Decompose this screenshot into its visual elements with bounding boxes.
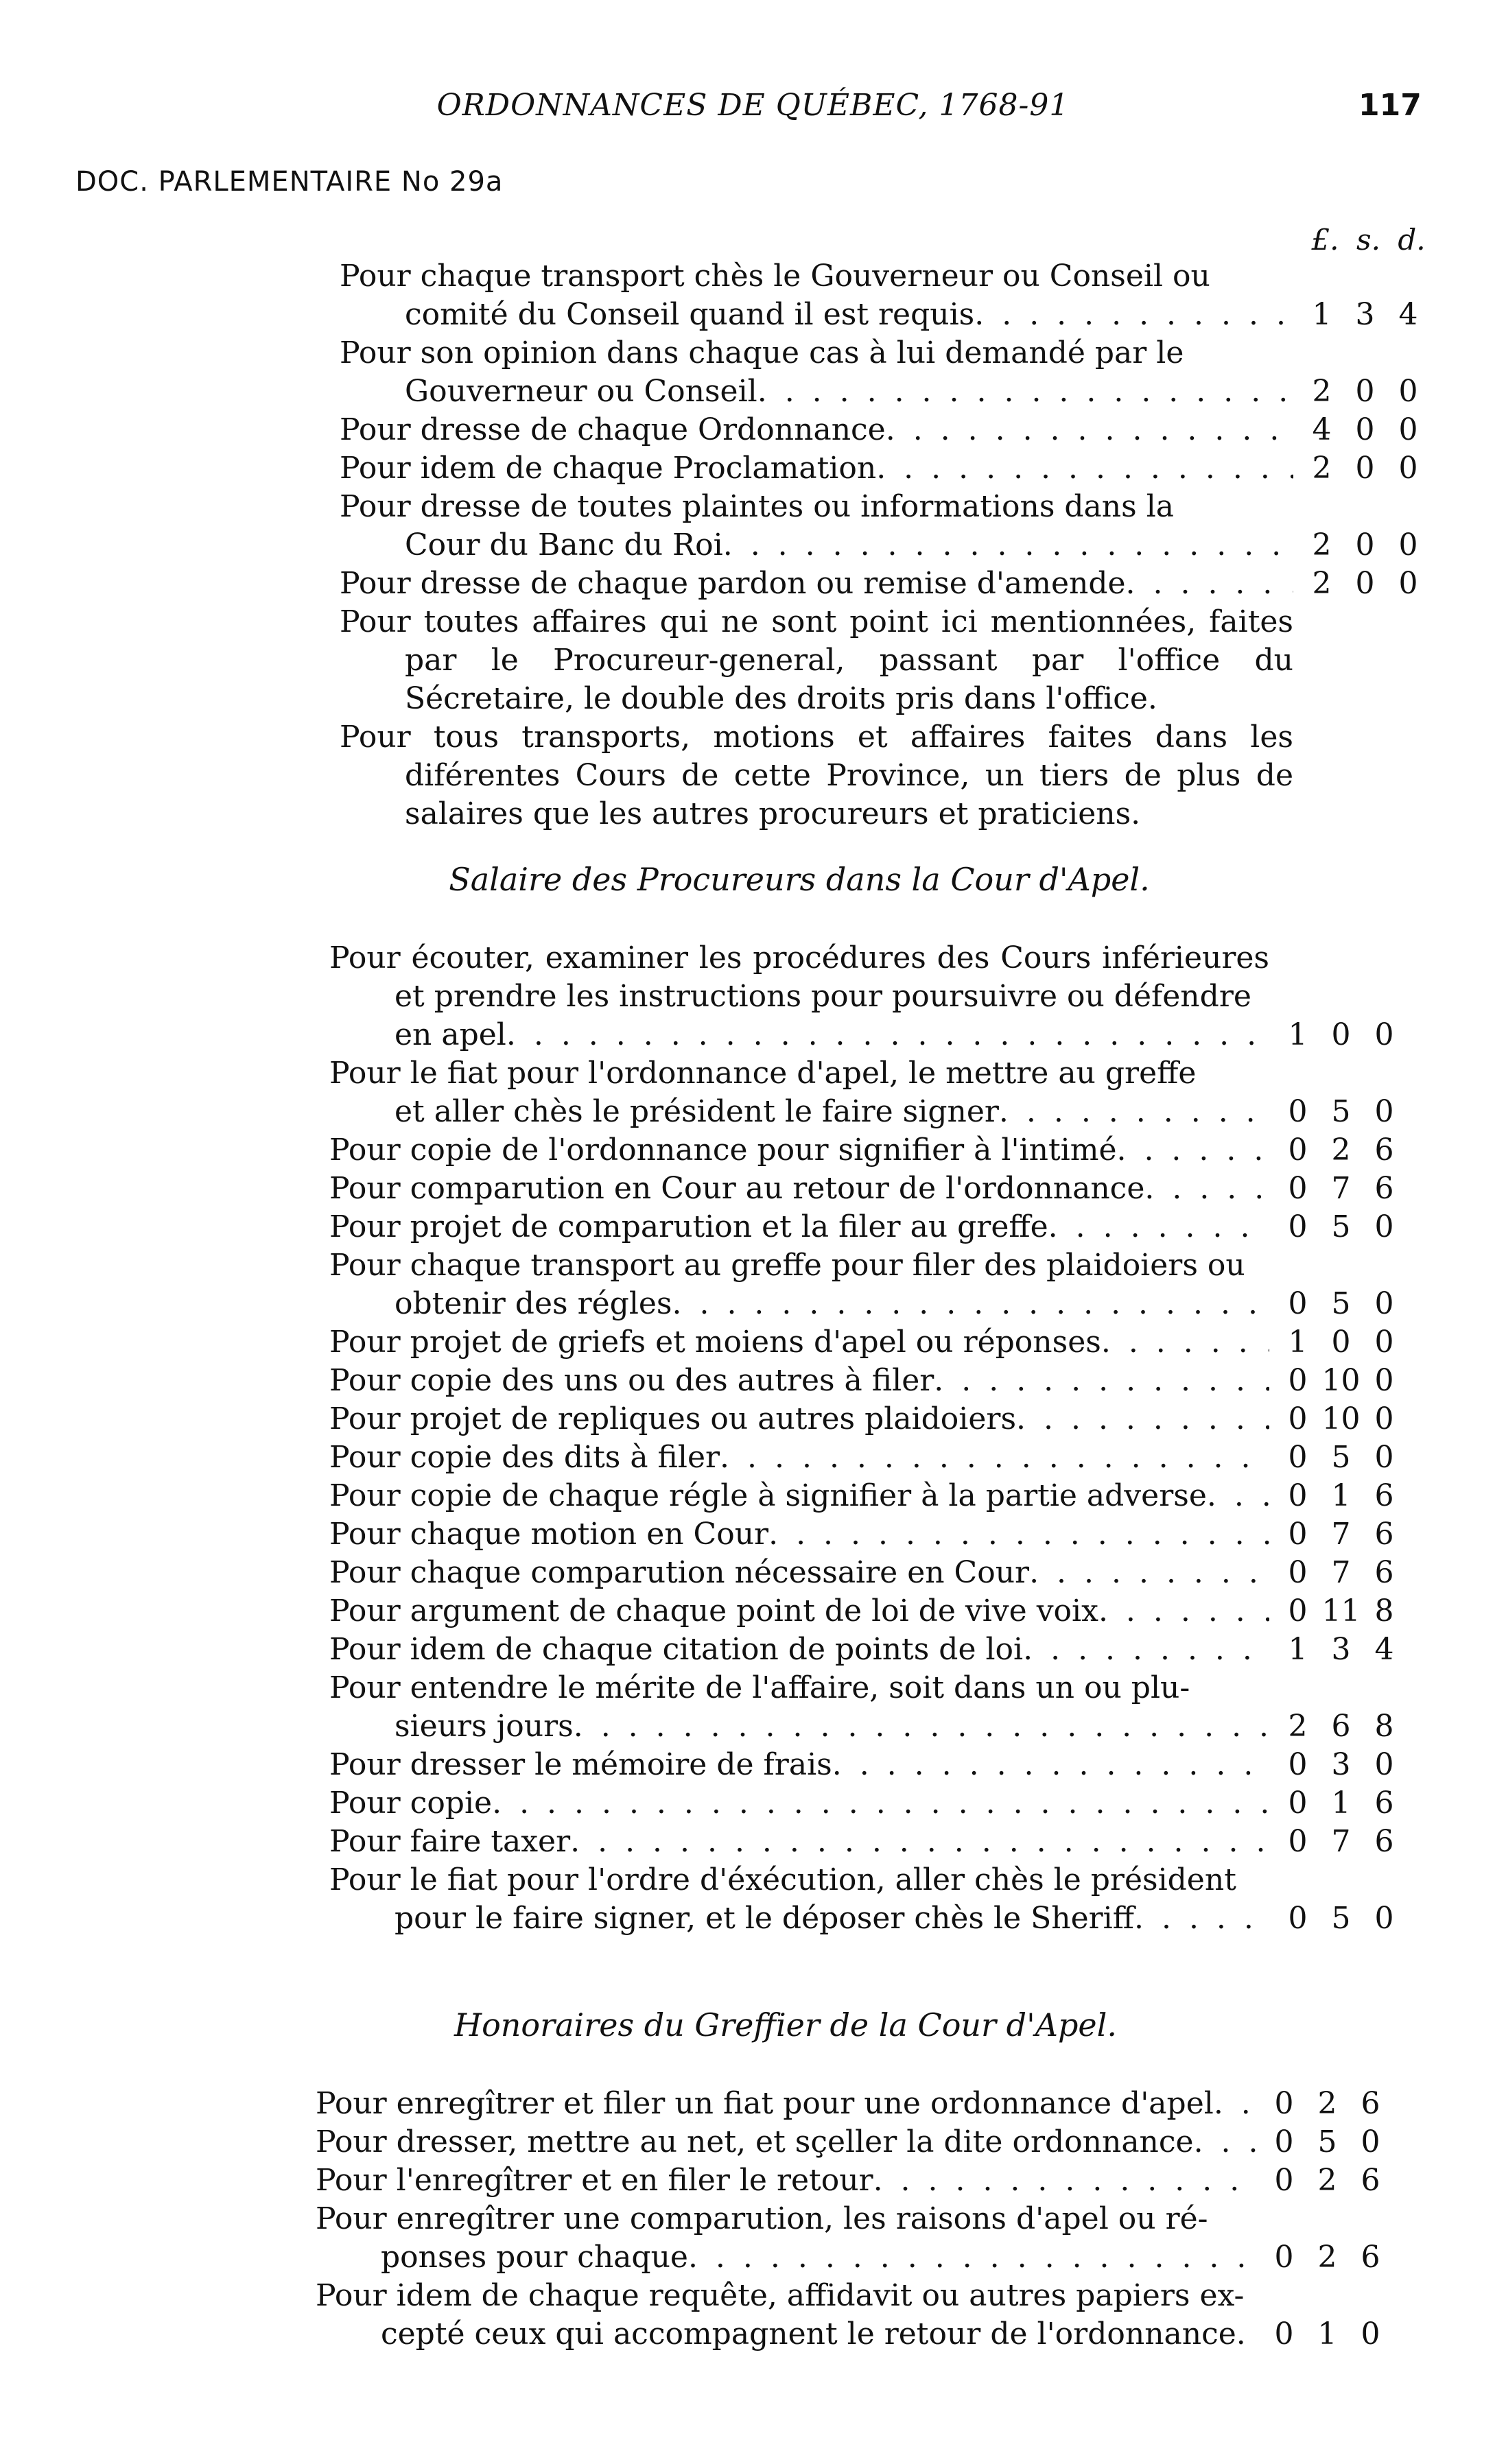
fee-entry-last-line: Pour comparution en Cour au retour de l'ordonnance (329, 1171, 1145, 1206)
fee-amount (1276, 1784, 1407, 1823)
amount-pence: 4 (1398, 297, 1418, 332)
amount-shillings: 5 (1317, 2124, 1337, 2159)
amount-shillings: 1 (1317, 2317, 1337, 2352)
fee-entry-last-line: Pour dresse de chaque pardon ou remise d'amende (340, 566, 1126, 601)
amount-shillings: 7 (1331, 1824, 1351, 1859)
section-honoraires-greffier (316, 2006, 1380, 2354)
amount-shillings: 5 (1331, 1286, 1351, 1321)
amount-pounds: 1 (1288, 1632, 1308, 1667)
amount-pounds: 0 (1288, 1517, 1308, 1552)
dot-leader (1207, 1477, 1269, 1515)
document-reference: DOC. PARLEMENTAIRE No 29a (75, 166, 504, 198)
amount-pence: 6 (1361, 2163, 1380, 2198)
amount-shillings: 5 (1331, 1901, 1351, 1936)
fee-entry-last-line: Pour idem de chaque citation de points de loi (329, 1632, 1024, 1667)
fee-entry-last-line: Pour chaque motion en Cour (329, 1517, 769, 1552)
fee-entry-last-line: Pour idem de chaque Proclamation (340, 451, 877, 486)
fee-amount (1276, 1438, 1407, 1477)
amount-pence: 0 (1374, 1286, 1394, 1321)
fee-entry-last-line: en apel (395, 1017, 506, 1052)
fee-entry (316, 2277, 1380, 2354)
fee-entry (340, 411, 1418, 449)
fee-entry (329, 1784, 1394, 1823)
dot-leader (934, 1362, 1269, 1400)
dot-leader (570, 1823, 1269, 1861)
fee-amount (1276, 1707, 1407, 1746)
fee-entry-last-line: Pour copie des dits à filer (329, 1440, 720, 1475)
amount-pence: 6 (1374, 1555, 1394, 1590)
fee-entry-last-line: Pour copie de l'ordonnance pour signifier à l'intimé (329, 1133, 1117, 1168)
amount-pounds: 0 (1288, 1440, 1308, 1475)
fee-entry-last-line: sieurs jours (395, 1709, 574, 1744)
section-title: Honoraires du Greffier de la Cour d'Apel. (454, 2006, 1117, 2044)
amount-pounds: 2 (1288, 1709, 1308, 1744)
page-number: 117 (1358, 88, 1422, 123)
dot-leader (1029, 1554, 1269, 1592)
fee-entry-last-line: obtenir des régles (395, 1286, 672, 1321)
amount-pence: 6 (1374, 1478, 1394, 1513)
fee-entry-last-line: Gouverneur ou Conseil (405, 374, 757, 409)
fee-entry-text: Pour le fiat pour l'ordonnance d'apel, le mettre au greffe (329, 1056, 1197, 1091)
fee-entry-last-line: Pour dresse de chaque Ordonnance (340, 412, 886, 447)
dot-leader (999, 1093, 1269, 1131)
amount-shillings: 5 (1331, 1094, 1351, 1129)
fee-entry-last-line: Cour du Banc du Roi (405, 528, 723, 562)
fee-entry-last-line: Pour dresser le mémoire de frais (329, 1747, 832, 1782)
fee-entry-last-line: Pour projet de comparution et la filer au greffe (329, 1209, 1048, 1244)
fee-amount (1262, 2085, 1393, 2123)
fee-amount (1300, 565, 1431, 603)
amount-pence: 0 (1374, 1209, 1394, 1244)
amount-pence: 0 (1398, 528, 1418, 562)
amount-pounds: 1 (1312, 297, 1332, 332)
fee-entry-last-line: Pour chaque comparution nécessaire en Cour (329, 1555, 1030, 1590)
fee-entry (329, 1669, 1394, 1746)
amount-pounds: 0 (1288, 1747, 1308, 1782)
fee-amount (1276, 1746, 1407, 1784)
dot-leader (1023, 1631, 1269, 1669)
fee-entry (329, 1400, 1394, 1438)
amount-pence: 6 (1374, 1517, 1394, 1552)
amount-pounds: 0 (1288, 1133, 1308, 1168)
fee-entry (329, 1054, 1394, 1131)
amount-pence: 0 (1374, 1747, 1394, 1782)
fee-amount (1276, 1208, 1407, 1246)
amount-pence: 6 (1374, 1171, 1394, 1206)
amount-pounds: 0 (1288, 1594, 1308, 1628)
pounds-header: £. (1311, 223, 1339, 257)
fee-entry-text: Pour entendre le mérite de l'affaire, soit dans un ou plu- (329, 1670, 1190, 1705)
dot-leader (768, 1515, 1269, 1554)
fee-entry (329, 1861, 1394, 1938)
amount-shillings: 5 (1331, 1440, 1351, 1475)
dot-leader (688, 2238, 1256, 2277)
fee-amount (1300, 296, 1431, 334)
fee-amount (1276, 1170, 1407, 1208)
shillings-header: s. (1356, 223, 1380, 257)
amount-pounds: 2 (1312, 451, 1332, 486)
fee-entry (316, 2123, 1380, 2161)
fee-entry-text: Pour chaque transport chès le Gouverneur ou Conseil ou (340, 259, 1210, 294)
dot-leader (1098, 1592, 1269, 1631)
fee-entry (329, 1131, 1394, 1170)
amount-pounds: 0 (1274, 2163, 1294, 2198)
fee-entry-last-line: Pour argument de chaque point de loi de vive voix (329, 1594, 1098, 1628)
amount-pounds: 0 (1274, 2317, 1294, 2352)
dot-leader (1048, 1208, 1269, 1246)
fee-entry-last-line: Pour projet de repliques ou autres plaidoiers (329, 1401, 1017, 1436)
fee-entry (329, 1208, 1394, 1246)
fee-entry-text: Pour enregîtrer une comparution, les raisons d'apel ou ré- (316, 2201, 1208, 2236)
amount-pence: 6 (1361, 2086, 1380, 2121)
amount-shillings: 3 (1331, 1632, 1351, 1667)
amount-pence: 8 (1374, 1594, 1394, 1628)
amount-pence: 0 (1374, 1440, 1394, 1475)
section-fees-procureur-general (340, 257, 1418, 833)
fee-amount (1276, 1285, 1407, 1323)
amount-pence: 0 (1374, 1094, 1394, 1129)
fee-entry-last-line: Pour copie de chaque régle à signifier à la partie adverse (329, 1478, 1207, 1513)
fee-entry (340, 488, 1418, 565)
fee-amount (1300, 411, 1431, 449)
fee-amount (1276, 1554, 1407, 1592)
amount-pence: 0 (1361, 2317, 1380, 2352)
amount-shillings: 6 (1331, 1709, 1351, 1744)
fee-amount (1300, 449, 1431, 488)
amount-pence: 8 (1374, 1709, 1394, 1744)
dot-leader (1236, 2315, 1256, 2354)
amount-pounds: 0 (1288, 1171, 1308, 1206)
amount-shillings: 0 (1331, 1017, 1351, 1052)
dot-leader (876, 449, 1293, 488)
fee-entry (329, 1246, 1394, 1323)
fee-entry (329, 1746, 1394, 1784)
fee-entry-last-line: ponses pour chaque (381, 2240, 688, 2275)
amount-pence: 0 (1398, 412, 1418, 447)
fee-entry (340, 257, 1418, 334)
fee-entry-last-line: Pour faire taxer (329, 1824, 571, 1859)
fee-amount (1262, 2161, 1393, 2200)
fee-amount (1262, 2315, 1393, 2354)
dot-leader (723, 526, 1293, 565)
fee-entry-last-line: Pour copie des uns ou des autres à filer (329, 1363, 934, 1398)
fee-entry (329, 1592, 1394, 1631)
dot-leader (1194, 2123, 1256, 2161)
fee-entry-last-line: Pour enregîtrer et filer un fiat pour une ordonnance d'apel (316, 2086, 1214, 2121)
fee-amount (1276, 1131, 1407, 1170)
amount-pence: 0 (1398, 374, 1418, 409)
dot-leader (492, 1784, 1269, 1823)
fee-entry-text: Pour chaque transport au greffe pour filer des plaidoiers ou (329, 1248, 1245, 1283)
amount-pounds: 0 (1274, 2086, 1294, 2121)
fee-entry-last-line: et aller chès le président le faire signer (395, 1094, 999, 1129)
amount-shillings: 7 (1331, 1555, 1351, 1590)
fee-amount (1276, 1631, 1407, 1669)
fee-amount (1276, 1899, 1407, 1938)
amount-pence: 0 (1398, 566, 1418, 601)
fee-entry (329, 1823, 1394, 1861)
section-title: Salaire des Procureurs dans la Cour d'Apel. (449, 861, 1150, 898)
amount-pounds: 0 (1288, 1786, 1308, 1821)
fee-entry (340, 334, 1418, 411)
amount-pence: 0 (1361, 2124, 1380, 2159)
fee-amount (1276, 1093, 1407, 1131)
paragraph-text: Pour toutes affaires qui ne sont point ici mentionnées, faites par le Procureur-general, passant par l'office du Sécretaire, le double des droits pris dans l'office. (340, 604, 1293, 716)
amount-pence: 0 (1374, 1325, 1394, 1360)
fee-amount (1276, 1362, 1407, 1400)
fee-amount (1262, 2123, 1393, 2161)
dot-leader (506, 1016, 1269, 1054)
fee-entry (329, 1515, 1394, 1554)
fee-entry-text: Pour écouter, examiner les procédures des Cours inférieures et prendre les instructions pour poursuivre ou défendre (329, 940, 1269, 1014)
fee-entry-last-line: Pour l'enregîtrer et en filer le retour (316, 2163, 873, 2198)
dot-leader (886, 411, 1293, 449)
amount-shillings: 11 (1321, 1594, 1361, 1628)
amount-pounds: 0 (1288, 1363, 1308, 1398)
fee-entry-text: Pour dresse de toutes plaintes ou informations dans la (340, 489, 1174, 524)
fee-amount (1276, 1515, 1407, 1554)
fee-entry (316, 2200, 1380, 2277)
amount-shillings: 2 (1331, 1133, 1351, 1168)
amount-shillings: 0 (1355, 451, 1375, 486)
fee-entry-text: Pour le fiat pour l'ordre d'éxécution, aller chès le président (329, 1862, 1236, 1897)
amount-shillings: 2 (1317, 2163, 1337, 2198)
fee-entry-last-line: Pour copie (329, 1786, 493, 1821)
fee-entry-text: Pour son opinion dans chaque cas à lui demandé par le (340, 335, 1184, 370)
amount-shillings: 3 (1355, 297, 1375, 332)
fee-entry-last-line: Pour dresser, mettre au net, et sçeller la dite ordonnance (316, 2124, 1194, 2159)
amount-pounds: 0 (1288, 1286, 1308, 1321)
pence-header: d. (1398, 223, 1426, 257)
dot-leader (1116, 1131, 1269, 1170)
amount-pence: 6 (1374, 1824, 1394, 1859)
fee-amount (1276, 1823, 1407, 1861)
dot-leader (574, 1707, 1269, 1746)
currency-column-headers (1304, 223, 1434, 257)
fee-entry (329, 1438, 1394, 1477)
amount-pounds: 1 (1288, 1325, 1308, 1360)
fee-entry-last-line: comité du Conseil quand il est requis (405, 297, 975, 332)
amount-pounds: 4 (1312, 412, 1332, 447)
dot-leader (720, 1438, 1269, 1477)
section-salaire-procureurs (329, 861, 1394, 1938)
amount-shillings: 7 (1331, 1517, 1351, 1552)
amount-pence: 6 (1361, 2240, 1380, 2275)
dot-leader (1134, 1899, 1269, 1938)
amount-shillings: 0 (1355, 566, 1375, 601)
fee-entry-last-line: cepté ceux qui accompagnent le retour de l'ordonnance (381, 2317, 1236, 2352)
fee-entry-text: Pour idem de chaque requête, affidavit ou autres papiers ex- (316, 2278, 1245, 2313)
amount-shillings: 3 (1331, 1747, 1351, 1782)
amount-pounds: 0 (1274, 2240, 1294, 2275)
dot-leader (873, 2161, 1256, 2200)
amount-pounds: 0 (1288, 1209, 1308, 1244)
amount-pounds: 2 (1312, 528, 1332, 562)
amount-shillings: 0 (1355, 412, 1375, 447)
amount-pounds: 0 (1288, 1555, 1308, 1590)
fee-entry (329, 1170, 1394, 1208)
fee-amount (1276, 1477, 1407, 1515)
fee-entry (329, 939, 1394, 1054)
fee-entry (329, 1631, 1394, 1669)
fee-entry (329, 1362, 1394, 1400)
fee-amount (1276, 1592, 1407, 1631)
paragraph-text: Pour tous transports, motions et affaires faites dans les diférentes Cours de cette Province, un tiers de plus de salaires que les autres procureurs et praticiens. (340, 720, 1293, 831)
running-title: ORDONNANCES DE QUÉBEC, 1768-91 (436, 88, 1070, 123)
amount-shillings: 7 (1331, 1171, 1351, 1206)
dot-leader (974, 296, 1293, 334)
fee-amount (1276, 1400, 1407, 1438)
amount-pounds: 0 (1274, 2124, 1294, 2159)
amount-pounds: 0 (1288, 1478, 1308, 1513)
amount-pounds: 2 (1312, 374, 1332, 409)
amount-shillings: 10 (1321, 1363, 1361, 1398)
amount-pounds: 1 (1288, 1017, 1308, 1052)
amount-shillings: 2 (1317, 2240, 1337, 2275)
fee-amount (1300, 372, 1431, 411)
amount-pounds: 0 (1288, 1094, 1308, 1129)
amount-shillings: 5 (1331, 1209, 1351, 1244)
fee-entry (316, 2161, 1380, 2200)
dot-leader (1214, 2085, 1256, 2123)
amount-pence: 0 (1374, 1901, 1394, 1936)
fee-amount (1276, 1016, 1407, 1054)
dot-leader (672, 1285, 1269, 1323)
amount-shillings: 0 (1355, 374, 1375, 409)
fee-amount (1300, 526, 1431, 565)
amount-pounds: 0 (1288, 1401, 1308, 1436)
dot-leader (832, 1746, 1269, 1784)
fee-entry-last-line: pour le faire signer, et le déposer chès le Sheriff (395, 1901, 1134, 1936)
fee-amount (1276, 1323, 1407, 1362)
amount-shillings: 1 (1331, 1478, 1351, 1513)
fee-entry (316, 2085, 1380, 2123)
dot-leader (757, 372, 1293, 411)
dot-leader (1101, 1323, 1269, 1362)
amount-shillings: 1 (1331, 1786, 1351, 1821)
fee-entry (329, 1323, 1394, 1362)
amount-pence: 0 (1374, 1363, 1394, 1398)
amount-shillings: 0 (1355, 528, 1375, 562)
dot-leader (1126, 565, 1293, 603)
amount-pence: 4 (1374, 1632, 1394, 1667)
amount-pounds: 0 (1288, 1901, 1308, 1936)
amount-pounds: 0 (1288, 1824, 1308, 1859)
amount-pence: 0 (1374, 1401, 1394, 1436)
fee-entry (329, 1554, 1394, 1592)
amount-shillings: 0 (1331, 1325, 1351, 1360)
amount-pence: 6 (1374, 1786, 1394, 1821)
amount-pence: 6 (1374, 1133, 1394, 1168)
fee-entry-last-line: Pour projet de griefs et moiens d'apel ou réponses (329, 1325, 1101, 1360)
amount-pence: 0 (1374, 1017, 1394, 1052)
amount-pounds: 2 (1312, 566, 1332, 601)
fee-entry (329, 1477, 1394, 1515)
dot-leader (1016, 1400, 1269, 1438)
amount-pence: 0 (1398, 451, 1418, 486)
fee-entry (340, 565, 1418, 603)
amount-shillings: 2 (1317, 2086, 1337, 2121)
fee-entry (340, 449, 1418, 488)
dot-leader (1144, 1170, 1269, 1208)
amount-shillings: 10 (1321, 1401, 1361, 1436)
fee-amount (1262, 2238, 1393, 2277)
